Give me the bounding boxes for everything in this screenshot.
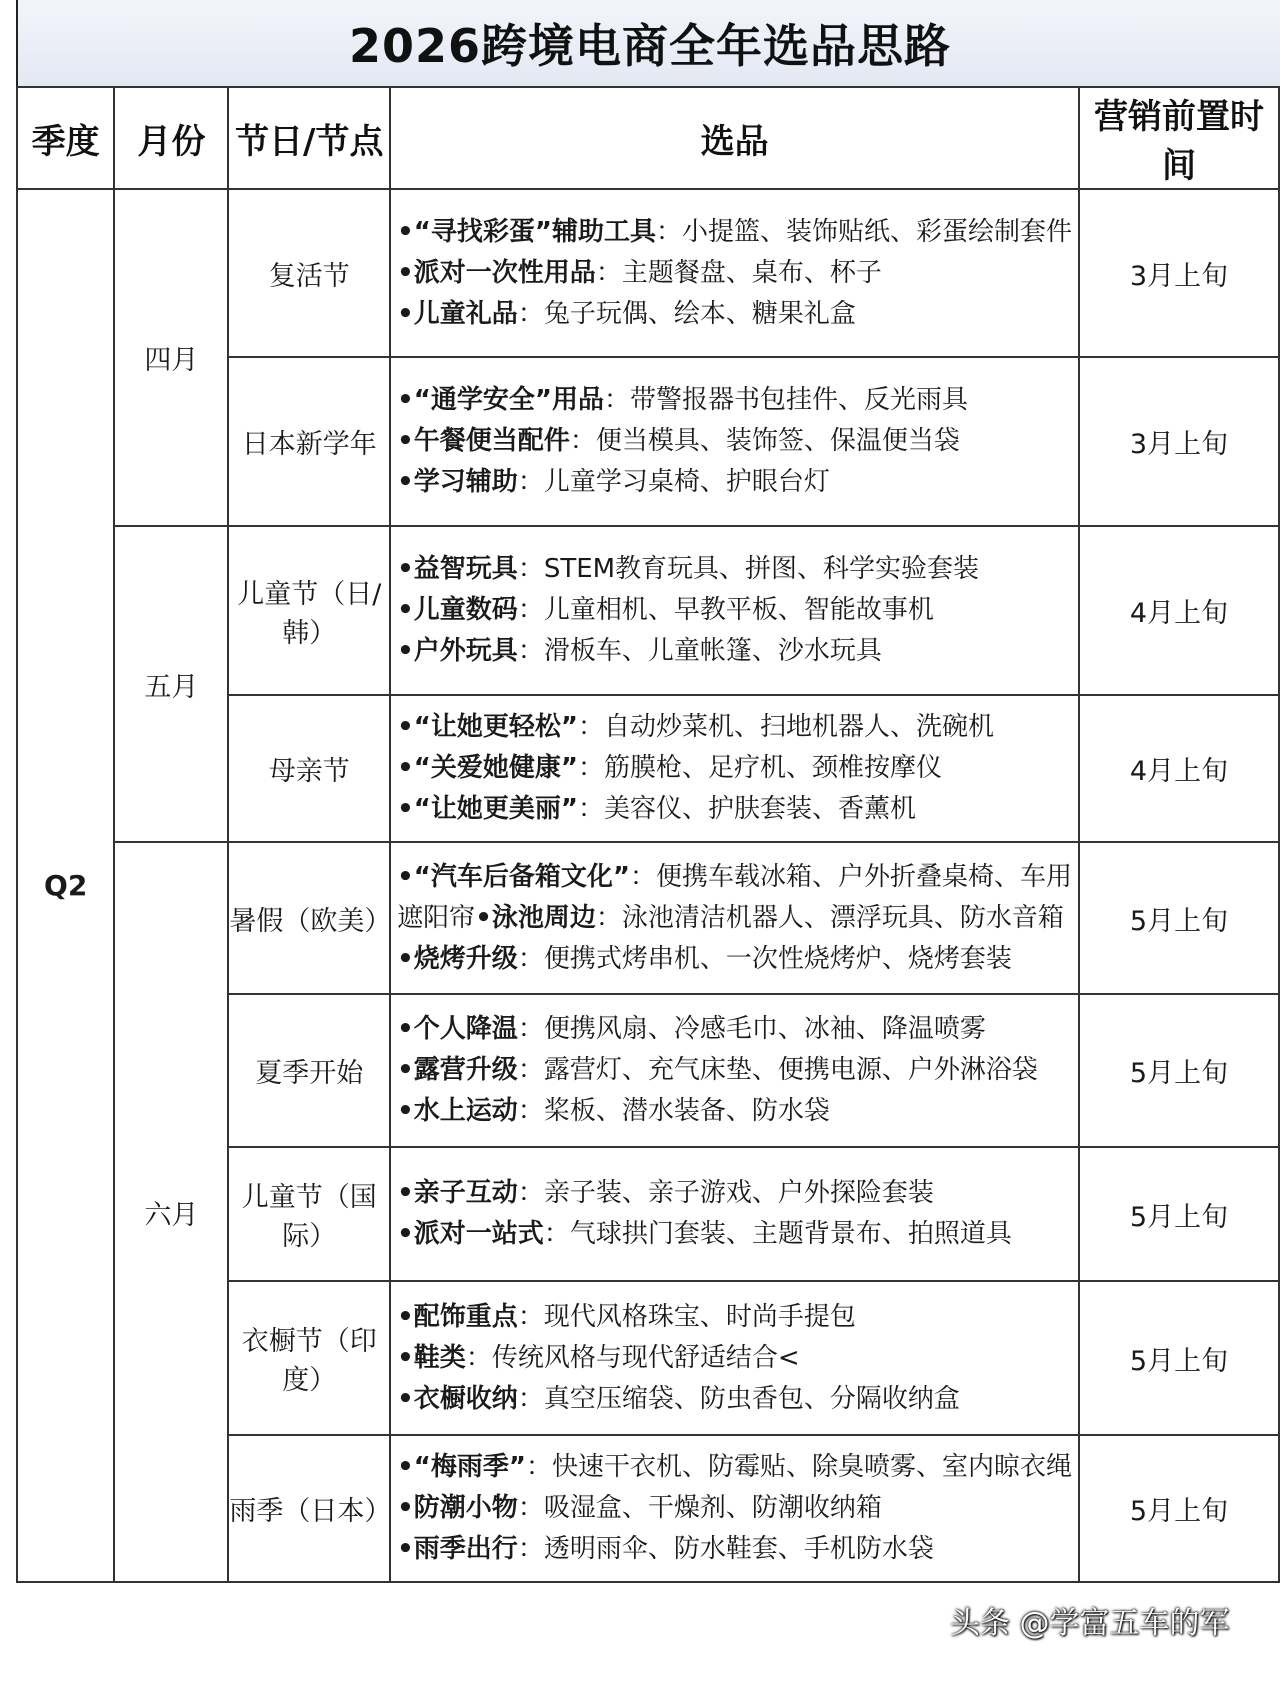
- header-lead-time: 营销前置时间: [1079, 87, 1279, 189]
- bullet: •: [397, 794, 414, 824]
- product-list: ：便携式烤串机、一次性烧烤炉、烧烤套装: [517, 943, 1012, 974]
- product-list: ：儿童相机、早教平板、智能故事机: [517, 595, 934, 625]
- bullet: •: [397, 753, 414, 783]
- product-table: [16, 86, 1280, 1583]
- product-list: ：便当模具、装饰签、保温便当袋: [569, 426, 960, 456]
- watermark: 头条 @学富五车的军: [950, 1606, 1230, 1641]
- table-row: [17, 526, 1279, 695]
- product-list: ：亲子装、亲子游戏、户外探险套装: [517, 1178, 934, 1208]
- header-products: 选品: [390, 87, 1079, 189]
- product-list: ：兔子玩偶、绘本、糖果礼盒: [517, 298, 856, 329]
- festival-cell: 雨季（日本）: [228, 1435, 390, 1582]
- product-line: [397, 1338, 1072, 1379]
- festival-cell: 儿童节（日/韩）: [228, 526, 390, 695]
- table-body: [17, 189, 1279, 1582]
- bullet: •: [397, 943, 414, 974]
- product-line: [397, 590, 1072, 631]
- festival-cell: 夏季开始: [228, 994, 390, 1147]
- product-category: 午餐便当配件: [413, 426, 570, 456]
- product-list: ：泳池清洁机器人、漂浮玩具、防水音箱: [595, 902, 1064, 933]
- bullet: •: [397, 1534, 414, 1564]
- product-list: ：现代风格珠宝、时尚手提包: [517, 1301, 856, 1332]
- product-line: [397, 857, 1072, 939]
- product-line: [397, 939, 1072, 980]
- lead-time-cell: 4月上旬: [1079, 526, 1279, 695]
- bullet: •: [397, 1342, 414, 1373]
- header-month: 月份: [114, 87, 228, 189]
- header-row: [17, 87, 1279, 189]
- bullet: •: [397, 595, 414, 625]
- festival-cell: 母亲节: [228, 695, 390, 842]
- product-list: ：传统风格与现代舒适结合<: [465, 1342, 800, 1373]
- quarter-cell: Q2: [17, 189, 114, 1582]
- product-list: ：小提篮、装饰贴纸、彩蛋绘制套件: [655, 216, 1072, 247]
- product-list: ：露营灯、充气床垫、便携电源、户外淋浴袋: [517, 1055, 1038, 1085]
- lead-time-cell: 5月上旬: [1079, 1435, 1279, 1582]
- product-line: [397, 1529, 1072, 1570]
- bullet: •: [397, 216, 414, 247]
- bullet: •: [397, 861, 414, 892]
- product-category: 学习辅助: [413, 467, 518, 497]
- bullet: •: [397, 1383, 414, 1414]
- lead-time-cell: 4月上旬: [1079, 695, 1279, 842]
- product-line: [397, 1214, 1072, 1255]
- product-list: ：气球拱门套装、主题背景布、拍照道具: [543, 1219, 1012, 1249]
- product-category: “梅雨季”: [413, 1452, 526, 1482]
- product-category: “汽车后备箱文化”: [413, 861, 630, 892]
- product-line: [397, 789, 1072, 830]
- product-category: 衣橱收纳: [413, 1383, 518, 1414]
- products-cell: [390, 1147, 1079, 1281]
- product-category: 户外玩具: [413, 636, 518, 666]
- festival-cell: 衣橱节（印度）: [228, 1281, 390, 1435]
- product-line: [397, 294, 1072, 335]
- bullet: •: [397, 426, 414, 456]
- product-list: ：美容仪、护肤套装、香薰机: [577, 794, 916, 824]
- product-list: ：吸湿盒、干燥剂、防潮收纳箱: [517, 1493, 882, 1523]
- product-line: [397, 549, 1072, 590]
- lead-time-cell: 5月上旬: [1079, 842, 1279, 994]
- bullet: •: [397, 636, 414, 666]
- festival-cell: 暑假（欧美）: [228, 842, 390, 994]
- bullet: •: [397, 467, 414, 497]
- product-line: [397, 1091, 1072, 1132]
- product-list: ：儿童学习桌椅、护眼台灯: [517, 467, 830, 497]
- product-line: [397, 253, 1072, 294]
- product-category: 配饰重点: [413, 1301, 518, 1332]
- lead-time-cell: 3月上旬: [1079, 357, 1279, 526]
- bullet: •: [397, 257, 414, 288]
- product-category: 雨季出行: [413, 1534, 518, 1564]
- product-category: 儿童数码: [413, 595, 518, 625]
- product-category: 水上运动: [413, 1096, 518, 1126]
- product-list: ：真空压缩袋、防虫香包、分隔收纳盒: [517, 1383, 960, 1414]
- product-category: 鞋类: [413, 1342, 466, 1373]
- product-list: ：滑板车、儿童帐篷、沙水玩具: [517, 636, 882, 666]
- product-category: 亲子互动: [413, 1178, 518, 1208]
- month-cell: 四月: [114, 189, 228, 526]
- product-list: ：STEM教育玩具、拼图、科学实验套装: [517, 554, 980, 584]
- bullet: •: [475, 902, 492, 933]
- bullet: •: [397, 1055, 414, 1085]
- product-line: [397, 631, 1072, 672]
- product-list: ：便携风扇、冷感毛巾、冰袖、降温喷雾: [517, 1014, 986, 1044]
- page-title: 2026跨境电商全年选品思路: [16, 0, 1280, 88]
- festival-cell: 日本新学年: [228, 357, 390, 526]
- bullet: •: [397, 554, 414, 584]
- product-category: “让她更轻松”: [413, 712, 578, 742]
- products-cell: [390, 994, 1079, 1147]
- bullet: •: [397, 1493, 414, 1523]
- bullet: •: [397, 1452, 414, 1482]
- bullet: •: [397, 298, 414, 329]
- product-list: ：主题餐盘、桌布、杯子: [595, 257, 882, 288]
- bullet: •: [397, 1301, 414, 1332]
- product-category: “关爱她健康”: [413, 753, 578, 783]
- products-cell: [390, 526, 1079, 695]
- product-line: [397, 1379, 1072, 1420]
- lead-time-cell: 5月上旬: [1079, 1281, 1279, 1435]
- product-category: 个人降温: [413, 1014, 518, 1044]
- products-cell: [390, 357, 1079, 526]
- product-line: [397, 1447, 1072, 1488]
- lead-time-cell: 3月上旬: [1079, 189, 1279, 357]
- products-cell: [390, 1281, 1079, 1435]
- table-row: [17, 189, 1279, 357]
- product-line: [397, 1009, 1072, 1050]
- product-line: [397, 462, 1072, 503]
- product-line: [397, 1488, 1072, 1529]
- bullet: •: [397, 1014, 414, 1044]
- product-category: 益智玩具: [413, 554, 518, 584]
- product-line: [397, 1173, 1072, 1214]
- lead-time-cell: 5月上旬: [1079, 994, 1279, 1147]
- products-cell: [390, 1435, 1079, 1582]
- header-festival: 节日/节点: [228, 87, 390, 189]
- table-row: [17, 842, 1279, 994]
- product-list: ：筋膜枪、足疗机、颈椎按摩仪: [577, 753, 942, 783]
- products-cell: [390, 189, 1079, 357]
- product-category: 儿童礼品: [413, 298, 518, 329]
- bullet: •: [397, 385, 414, 415]
- product-list: ：便携车载冰箱、户外折叠桌椅、车用遮阳帘: [397, 861, 1072, 933]
- product-category: 露营升级: [413, 1055, 518, 1085]
- product-category: 防潮小物: [413, 1493, 518, 1523]
- product-line: [397, 421, 1072, 462]
- festival-cell: 儿童节（国际）: [228, 1147, 390, 1281]
- product-list: ：带警报器书包挂件、反光雨具: [603, 385, 968, 415]
- month-cell: 五月: [114, 526, 228, 842]
- product-line: [397, 1297, 1072, 1338]
- product-line: [397, 707, 1072, 748]
- product-line: [397, 748, 1072, 789]
- header-quarter: 季度: [17, 87, 114, 189]
- product-category: 派对一次性用品: [413, 257, 596, 288]
- bullet: •: [397, 1096, 414, 1126]
- products-cell: [390, 842, 1079, 994]
- product-list: ：自动炒菜机、扫地机器人、洗碗机: [577, 712, 994, 742]
- product-category: 泳池周边: [491, 902, 596, 933]
- product-category: “让她更美丽”: [413, 794, 578, 824]
- lead-time-cell: 5月上旬: [1079, 1147, 1279, 1281]
- bullet: •: [397, 712, 414, 742]
- products-cell: [390, 695, 1079, 842]
- product-category: “通学安全”用品: [413, 385, 604, 415]
- product-list: ：桨板、潜水装备、防水袋: [517, 1096, 830, 1126]
- product-line: [397, 1050, 1072, 1091]
- month-cell: 六月: [114, 842, 228, 1582]
- product-line: [397, 212, 1072, 253]
- product-line: [397, 380, 1072, 421]
- festival-cell: 复活节: [228, 189, 390, 357]
- product-list: ：透明雨伞、防水鞋套、手机防水袋: [517, 1534, 934, 1564]
- bullet: •: [397, 1178, 414, 1208]
- product-list: ：快速干衣机、防霉贴、除臭喷雾、室内晾衣绳: [525, 1452, 1072, 1482]
- bullet: •: [397, 1219, 414, 1249]
- product-category: “寻找彩蛋”辅助工具: [413, 216, 656, 247]
- product-category: 烧烤升级: [413, 943, 518, 974]
- product-category: 派对一站式: [413, 1219, 544, 1249]
